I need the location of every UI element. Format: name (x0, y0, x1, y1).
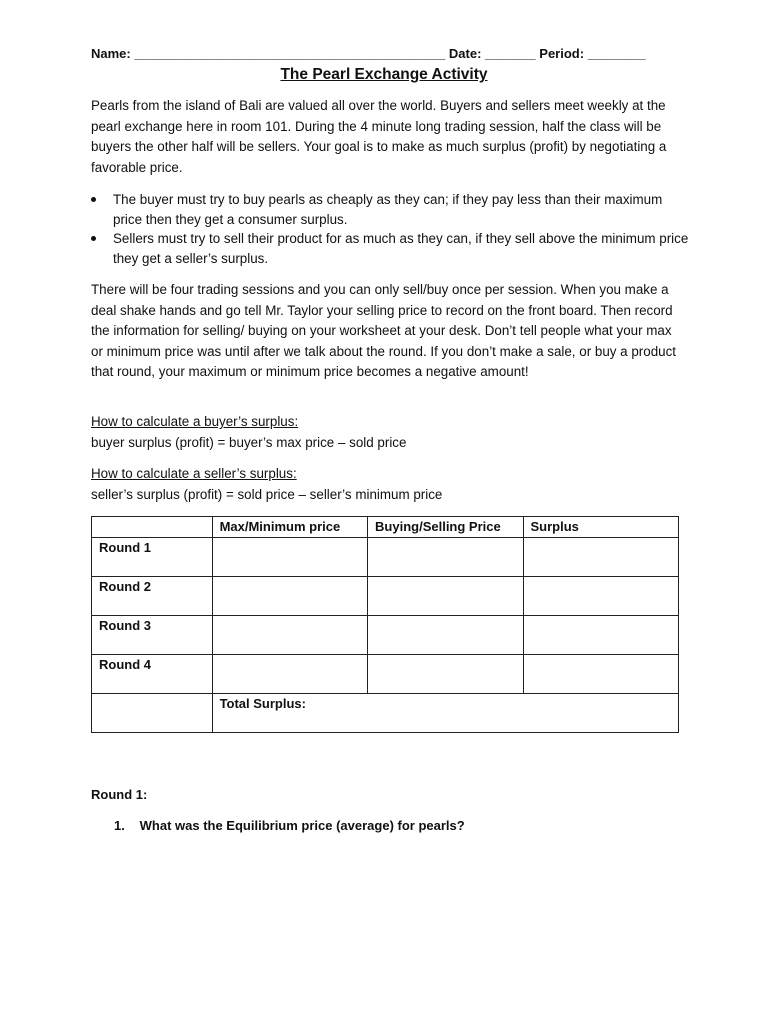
surplus-cell[interactable] (523, 616, 679, 655)
seller-surplus-heading: How to calculate a seller’s surplus: (91, 466, 297, 481)
bullet-text: The buyer must try to buy pearls as cheaply as they can; if they pay less than their maximum price then they get a consumer surplus. (113, 192, 663, 227)
column-header-blank (92, 517, 213, 538)
bullet-icon (91, 236, 96, 241)
bullet-icon (91, 197, 96, 202)
max-min-price-cell[interactable] (212, 538, 367, 577)
bullet-text: Sellers must try to sell their product for as much as they can, if they sell above the minimum price they get a seller’s surplus. (113, 231, 689, 266)
student-info-line (91, 46, 646, 61)
buying-selling-price-cell[interactable] (368, 577, 523, 616)
column-header-max-min-price: Max/Minimum price (212, 517, 367, 538)
name-blank: ___________________________________________ (134, 46, 446, 61)
buyer-surplus-formula: buyer surplus (profit) = buyer’s max price – sold price (91, 434, 407, 450)
total-surplus-cell[interactable] (212, 694, 678, 733)
round-1-heading: Round 1: (91, 787, 148, 802)
buying-selling-price-cell[interactable] (368, 616, 523, 655)
surplus-cell[interactable] (523, 577, 679, 616)
buying-selling-price-cell[interactable] (368, 538, 523, 577)
total-blank-cell (92, 694, 213, 733)
column-header-surplus: Surplus (523, 517, 679, 538)
max-min-price-cell[interactable] (212, 577, 367, 616)
period-blank: ________ (587, 46, 646, 61)
round-label: Round 2 (92, 577, 213, 616)
table-row (92, 577, 679, 616)
seller-surplus-section (91, 464, 687, 505)
buying-selling-price-cell[interactable] (368, 655, 523, 694)
rules-list (91, 190, 691, 268)
date-blank: _______ (485, 46, 536, 61)
column-header-buying-selling-price: Buying/Selling Price (368, 517, 523, 538)
surplus-cell[interactable] (523, 655, 679, 694)
date-label: Date: (448, 46, 482, 61)
max-min-price-cell[interactable] (212, 616, 367, 655)
buyer-surplus-section (91, 412, 687, 453)
question-number: 1. (114, 818, 125, 833)
surplus-cell[interactable] (523, 538, 679, 577)
buyer-surplus-heading: How to calculate a buyer’s surplus: (91, 414, 299, 429)
period-label: Period: (539, 46, 585, 61)
table-row (92, 655, 679, 694)
total-surplus-label: Total Surplus: (219, 696, 306, 711)
round-label: Round 3 (92, 616, 213, 655)
table-row (92, 538, 679, 577)
page-title: The Pearl Exchange Activity (280, 66, 488, 83)
table-header-row (92, 517, 679, 538)
table-row (92, 616, 679, 655)
instructions-paragraph: There will be four trading sessions and you can only sell/buy once per session. When you make a deal shake hands and go tell Mr. Taylor your selling price to record on the front board. Then record the information for selling/ buying on your worksheet at your desk. Don’t tell people what your max or minimum price was until after we talk about the round. If you don’t make a sale, or buy a product that round, your maximum or minimum price becomes a negative amount! (91, 282, 677, 379)
surplus-table (91, 516, 679, 733)
round-label: Round 1 (92, 538, 213, 577)
intro-paragraph: Pearls from the island of Bali are valued all over the world. Buyers and sellers meet weekly at the pearl exchange here in room 101. During the 4 minute long trading session, half the class will be buyers the other half will be sellers. Your goal is to make as much surplus (profit) by negotiating a favorable price. (91, 98, 667, 175)
list-item (91, 190, 691, 229)
list-item (91, 229, 691, 268)
seller-surplus-formula: seller’s surplus (profit) = sold price – seller’s minimum price (91, 486, 443, 502)
round-label: Round 4 (92, 655, 213, 694)
question-text: What was the Equilibrium price (average) for pearls? (139, 818, 465, 833)
table-row-total (92, 694, 679, 733)
max-min-price-cell[interactable] (212, 655, 367, 694)
name-label: Name: (91, 46, 131, 61)
round-1-question (114, 818, 465, 833)
